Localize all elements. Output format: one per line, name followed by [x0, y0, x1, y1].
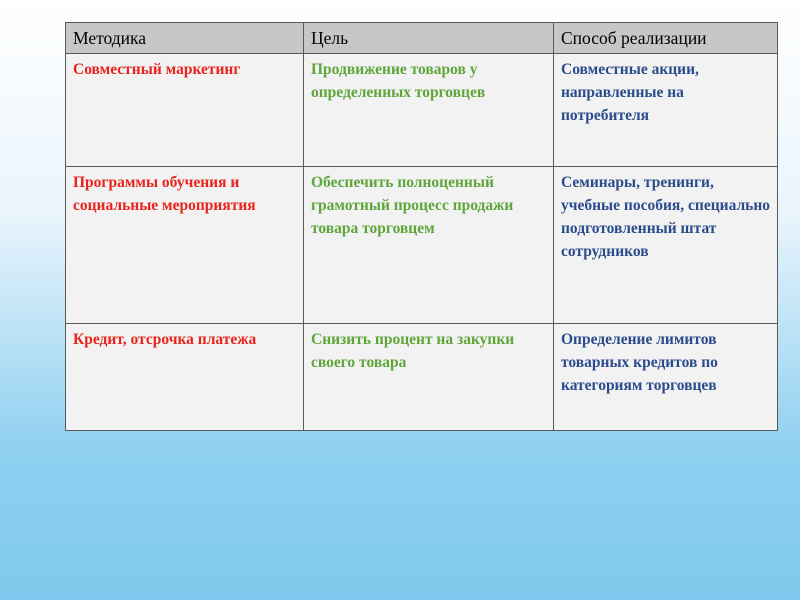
- cell-goal: Обеспечить полноценный грамотный процесс продажи товара торговцем: [304, 167, 554, 324]
- table-row: [66, 324, 778, 431]
- table-row: [66, 54, 778, 167]
- header-goal: Цель: [304, 23, 554, 54]
- cell-implementation: Совместные акции, направленные на потребителя: [554, 54, 778, 167]
- cell-method: Совместный маркетинг: [66, 54, 304, 167]
- table-row: [66, 167, 778, 324]
- cell-method: Программы обучения и социальные мероприятия: [66, 167, 304, 324]
- table-header-row: [66, 23, 778, 54]
- cell-method: Кредит, отсрочка платежа: [66, 324, 304, 431]
- cell-implementation: Семинары, тренинги, учебные пособия, специально подготовленный штат сотрудников: [554, 167, 778, 324]
- methods-table: [65, 22, 778, 431]
- cell-implementation: Определение лимитов товарных кредитов по категориям торговцев: [554, 324, 778, 431]
- header-method: Методика: [66, 23, 304, 54]
- header-implementation: Способ реализации: [554, 23, 778, 54]
- cell-goal: Снизить процент на закупки своего товара: [304, 324, 554, 431]
- cell-goal: Продвижение товаров у определенных торговцев: [304, 54, 554, 167]
